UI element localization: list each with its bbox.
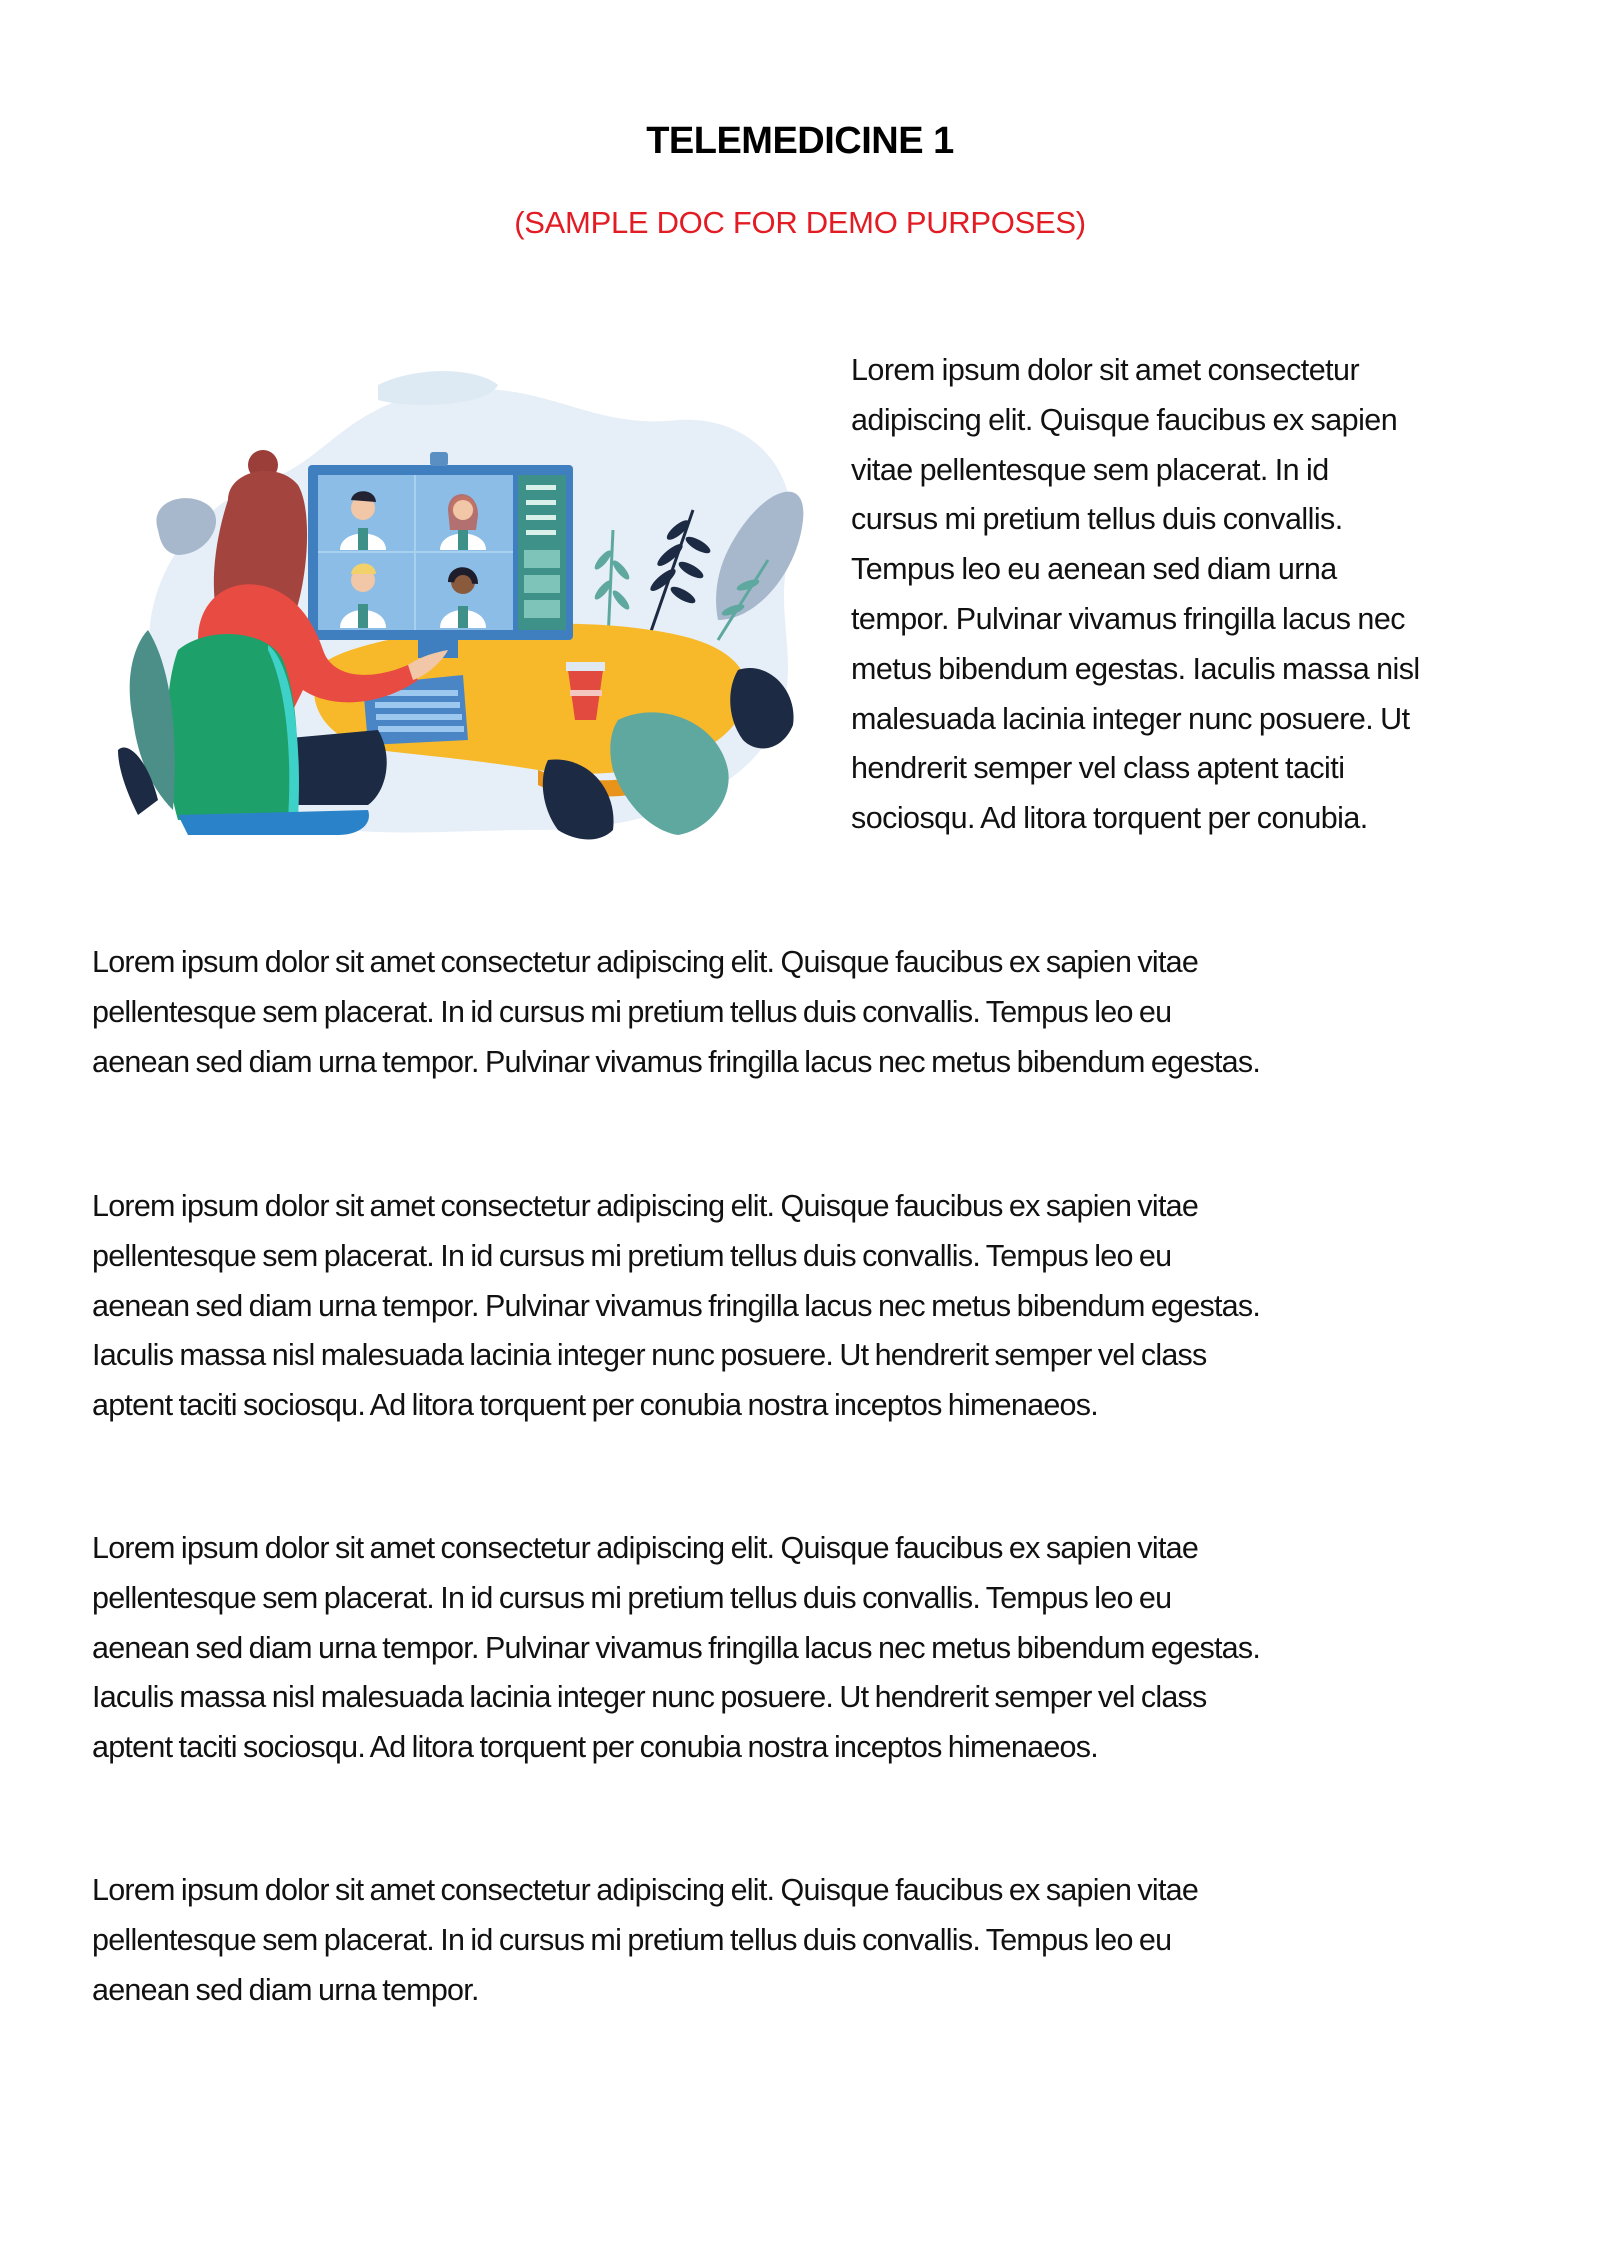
side-paragraph-line: hendrerit semper vel class aptent taciti: [851, 751, 1345, 786]
body-paragraph-4: [92, 1866, 1542, 2015]
side-paragraph-line: malesuada lacinia integer nunc posuere. Ut: [851, 701, 1410, 736]
paragraph-line: pellentesque sem placerat. In id cursus mi pretium tellus duis convallis. Tempus leo eu: [92, 1580, 1172, 1615]
document-title: TELEMEDICINE 1: [646, 120, 954, 162]
paragraph-line: pellentesque sem placerat. In id cursus mi pretium tellus duis convallis. Tempus leo eu: [92, 1922, 1172, 1957]
side-paragraph: [851, 346, 1531, 844]
paragraph-line: aptent taciti sociosqu. Ad litora torquent per conubia nostra inceptos himenaeos.: [92, 1730, 1098, 1765]
telemedicine-illustration: [118, 360, 808, 850]
side-paragraph-line: vitae pellentesque sem placerat. In id: [851, 452, 1329, 487]
paragraph-line: aenean sed diam urna tempor. Pulvinar vivamus fringilla lacus nec metus bibendum egestas.: [92, 1288, 1261, 1323]
paragraph-line: Iaculis massa nisl malesuada lacinia integer nunc posuere. Ut hendrerit semper vel class: [92, 1680, 1207, 1715]
paragraph-line: Lorem ipsum dolor sit amet consectetur adipiscing elit. Quisque faucibus ex sapien vitae: [92, 1531, 1199, 1565]
paragraph-line: aenean sed diam urna tempor.: [92, 1972, 479, 2007]
paragraph-line: aenean sed diam urna tempor. Pulvinar vivamus fringilla lacus nec metus bibendum egestas.: [92, 1630, 1261, 1665]
body-paragraph-2: [92, 1182, 1542, 1431]
side-paragraph-line: tempor. Pulvinar vivamus fringilla lacus nec: [851, 601, 1405, 636]
paragraph-line: Lorem ipsum dolor sit amet consectetur adipiscing elit. Quisque faucibus ex sapien vitae: [92, 945, 1199, 979]
side-paragraph-line: Lorem ipsum dolor sit amet consectetur: [851, 353, 1360, 387]
telemedicine-video-call-illustration-icon: [118, 360, 808, 850]
paragraph-line: Iaculis massa nisl malesuada lacinia integer nunc posuere. Ut hendrerit semper vel class: [92, 1338, 1207, 1373]
body-paragraph-1: [92, 938, 1542, 1087]
side-paragraph-line: cursus mi pretium tellus duis convallis.: [851, 502, 1343, 537]
side-paragraph-line: Tempus leo eu aenean sed diam urna: [851, 552, 1337, 587]
side-paragraph-line: adipiscing elit. Quisque faucibus ex sapien: [851, 402, 1398, 437]
body-paragraph-3: [92, 1524, 1542, 1773]
paragraph-line: pellentesque sem placerat. In id cursus mi pretium tellus duis convallis. Tempus leo eu: [92, 994, 1172, 1029]
paragraph-line: aptent taciti sociosqu. Ad litora torquent per conubia nostra inceptos himenaeos.: [92, 1388, 1098, 1423]
document-subtitle: (SAMPLE DOC FOR DEMO PURPOSES): [514, 205, 1086, 240]
paragraph-line: Lorem ipsum dolor sit amet consectetur adipiscing elit. Quisque faucibus ex sapien vitae: [92, 1189, 1199, 1223]
paragraph-line: Lorem ipsum dolor sit amet consectetur adipiscing elit. Quisque faucibus ex sapien vitae: [92, 1873, 1199, 1907]
side-paragraph-line: sociosqu. Ad litora torquent per conubia.: [851, 801, 1368, 836]
paragraph-line: aenean sed diam urna tempor. Pulvinar vivamus fringilla lacus nec metus bibendum egestas.: [92, 1044, 1261, 1079]
side-paragraph-line: metus bibendum egestas. Iaculis massa nisl: [851, 651, 1420, 686]
paragraph-line: pellentesque sem placerat. In id cursus mi pretium tellus duis convallis. Tempus leo eu: [92, 1238, 1172, 1273]
